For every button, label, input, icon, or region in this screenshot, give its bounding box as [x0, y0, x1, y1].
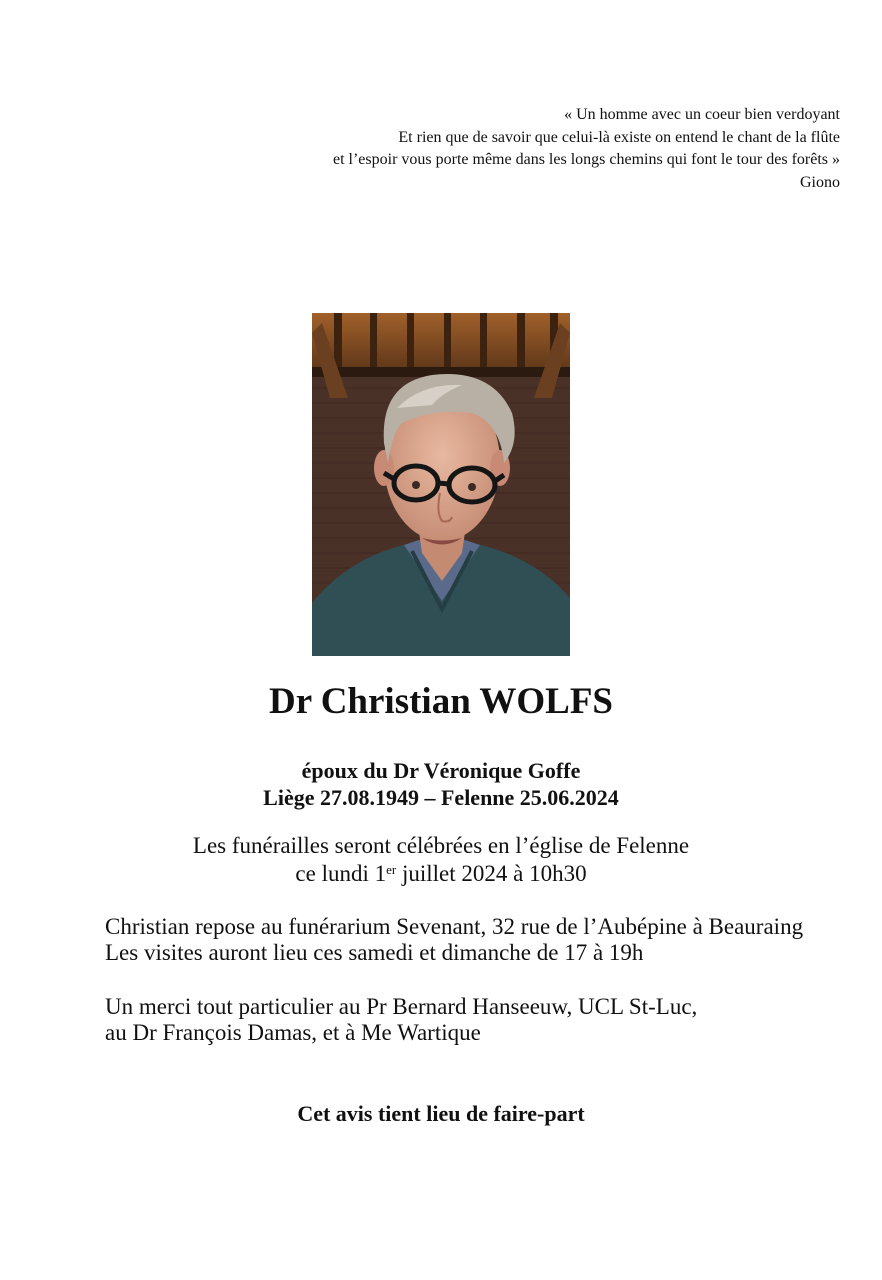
- funeral-date-suffix: juillet 2024 à 10h30: [396, 861, 587, 886]
- portrait-photo: [312, 313, 570, 656]
- epigraph-line-3: et l’espoir vous porte même dans les longs chemins qui font le tour des forêts »: [332, 151, 840, 168]
- funeral-info: [0, 832, 882, 888]
- visitation-line-1: Christian repose au funérarium Sevenant, 32 rue de l’Aubépine à Beauraing: [105, 914, 804, 939]
- thanks-note: [105, 994, 697, 1046]
- thanks-line-1: Un merci tout particulier au Pr Bernard Hanseeuw, UCL St-Luc,: [105, 994, 698, 1019]
- funeral-date-ordinal: er: [386, 862, 397, 877]
- deceased-name: Dr Christian WOLFS: [268, 681, 614, 722]
- spouse-line: époux du Dr Véronique Goffe: [301, 758, 581, 783]
- funeral-date-prefix: ce lundi 1: [295, 861, 387, 886]
- footer-note: Cet avis tient lieu de faire-part: [297, 1101, 585, 1126]
- thanks-line-2: au Dr François Damas, et à Me Wartique: [105, 1020, 481, 1045]
- epigraph: [333, 104, 840, 194]
- life-dates: Liège 27.08.1949 – Felenne 25.06.2024: [263, 785, 619, 810]
- funeral-line-1: Les funérailles seront célébrées en l’église de Felenne: [192, 833, 690, 858]
- epigraph-author: Giono: [800, 173, 840, 191]
- deceased-details: [0, 757, 882, 811]
- visitation-line-2: Les visites auront lieu ces samedi et dimanche de 17 à 19h: [105, 940, 644, 965]
- funeral-line-2: [0, 860, 882, 888]
- epigraph-line-1: « Un homme avec un coeur bien verdoyant: [564, 106, 840, 123]
- epigraph-line-2: Et rien que de savoir que celui-là existe on entend le chant de la flûte: [398, 128, 840, 146]
- visitation-info: [105, 914, 803, 966]
